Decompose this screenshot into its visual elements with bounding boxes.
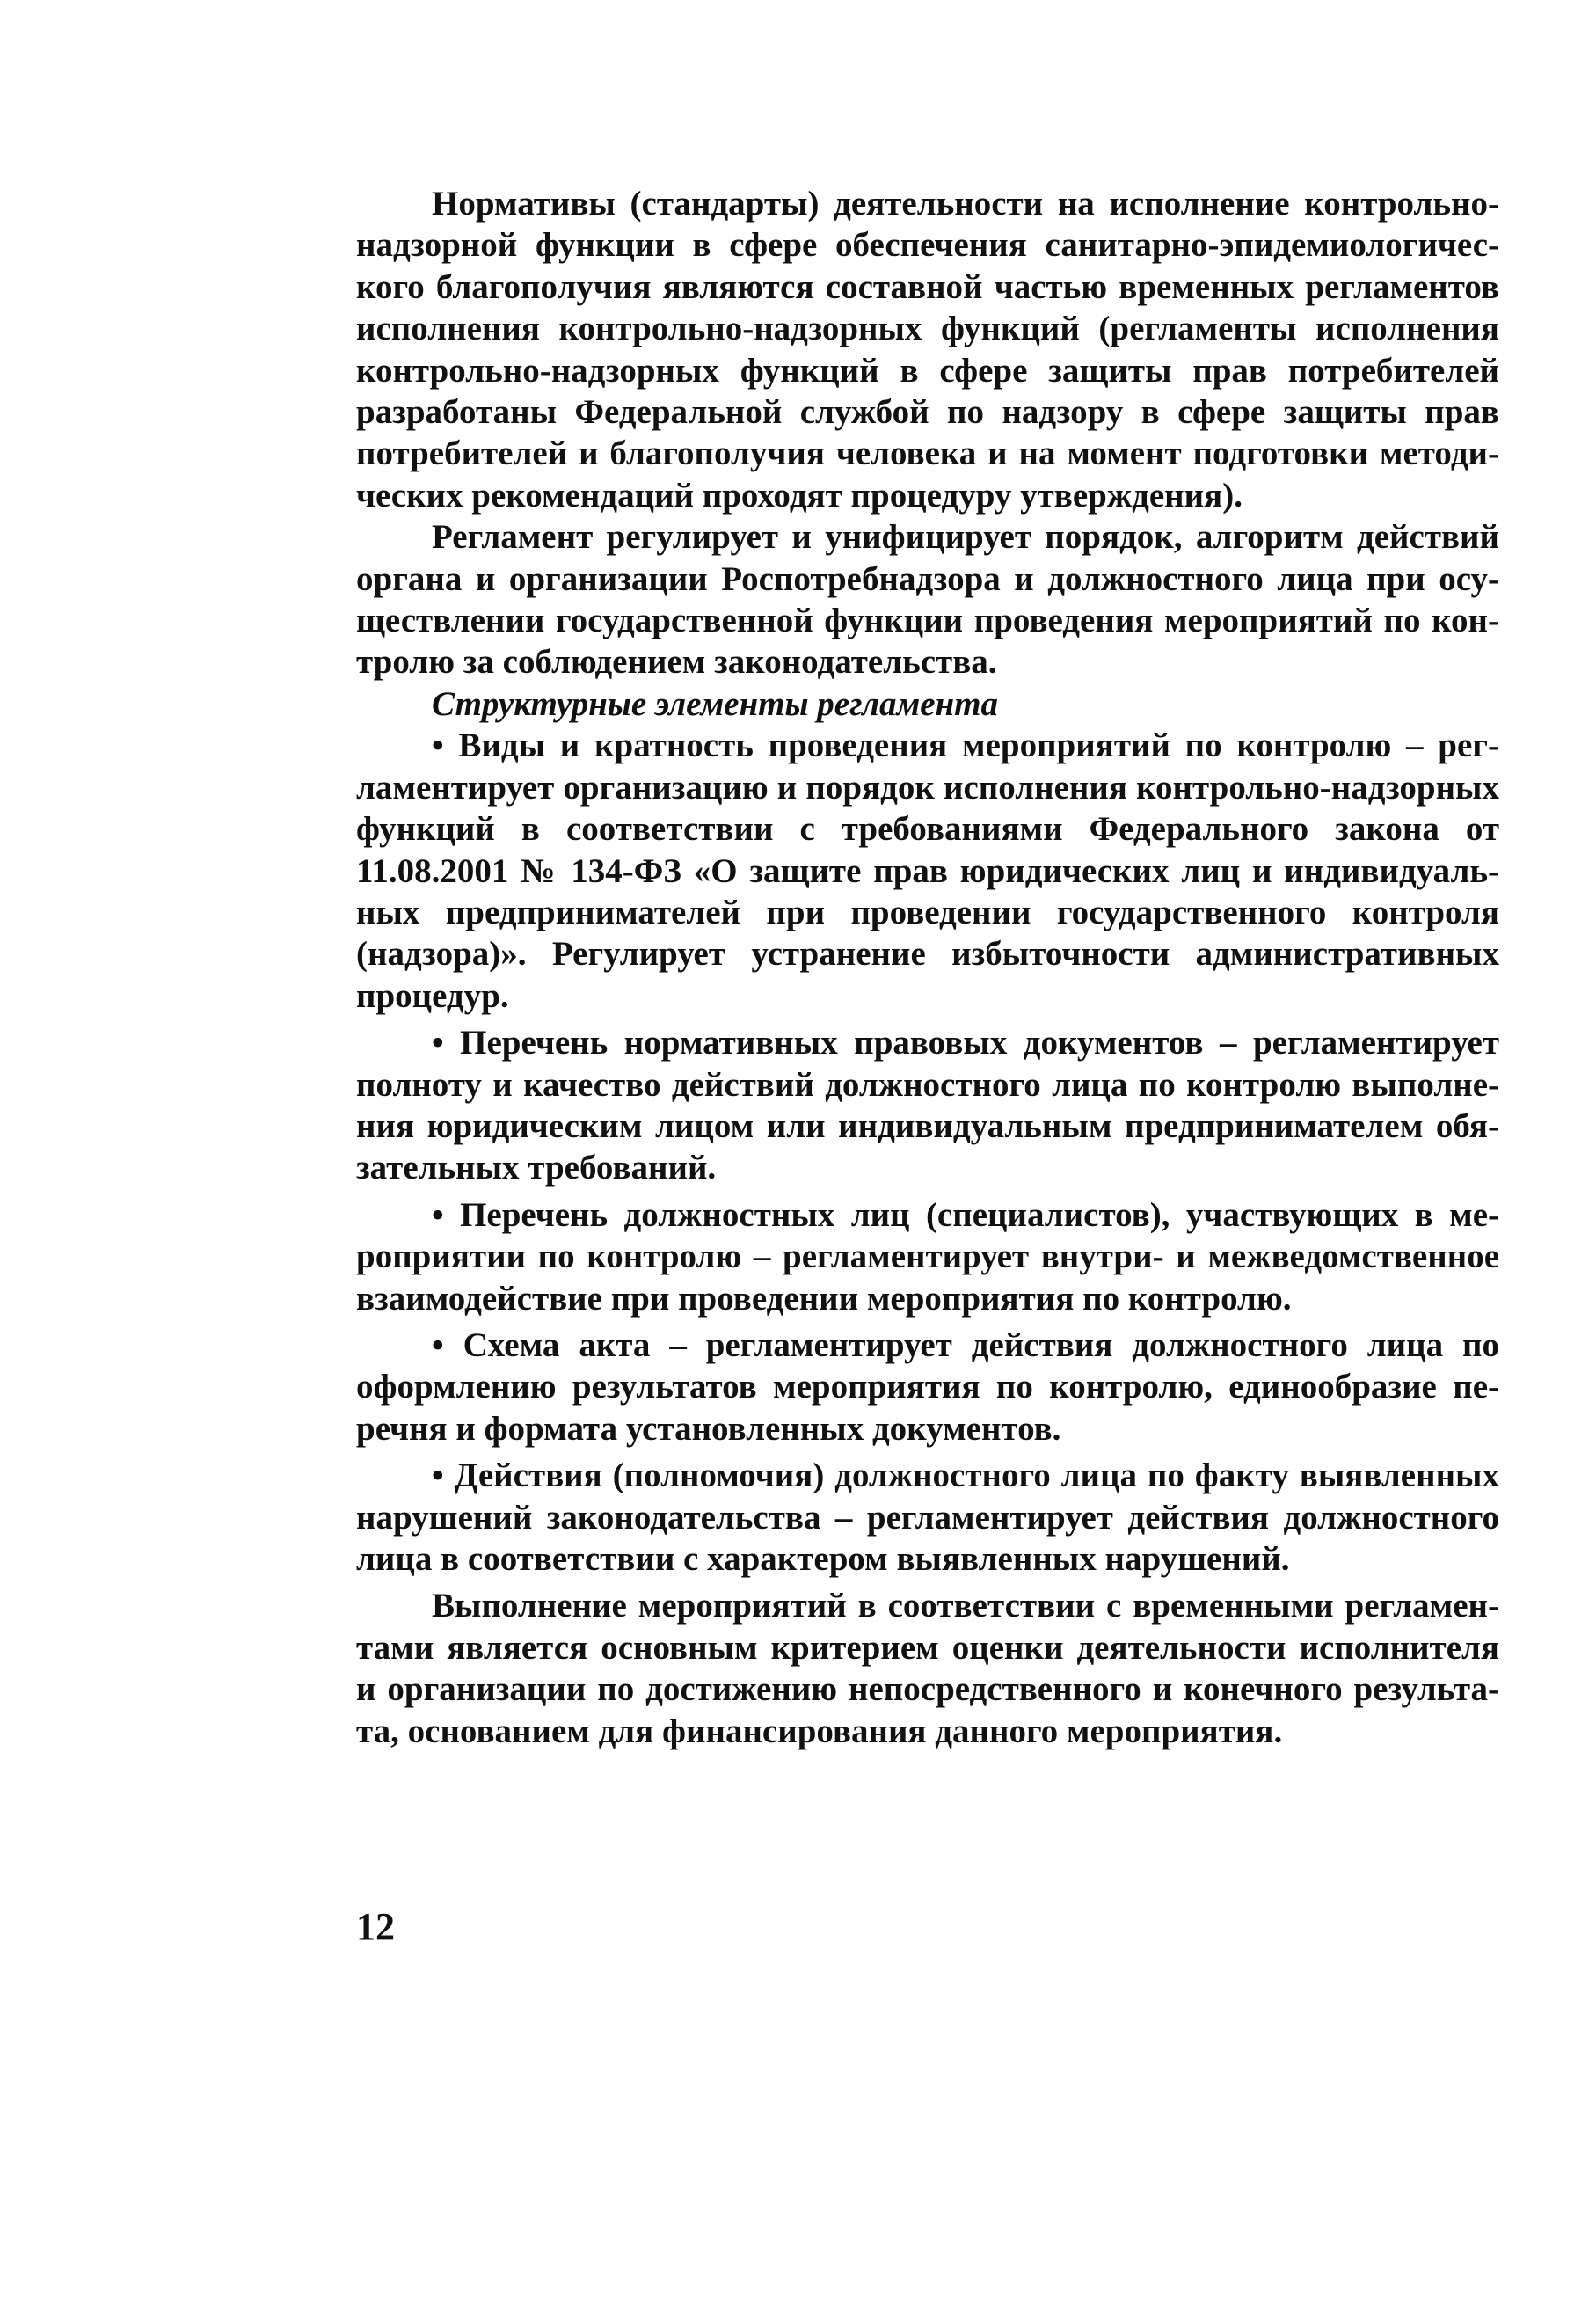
bullet-item-official-actions: • Действия (полномочия) должностного лица по факту выявленных нарушений законодательства – регламентирует действия должностного лица в соответствии с характером выявленных нарушений. xyxy=(356,1457,1499,1578)
page-number: 12 xyxy=(356,1905,395,1948)
document-body xyxy=(356,183,1499,1752)
bullet-item-types-frequency: • Виды и кратность проведения мероприятий по контролю – рег-ламентирует организацию и порядок исполнения контрольно-надзорных функций в соответствии с требованиями Федерального закона от 11.08.2001 № 134-ФЗ «О защите прав юридических лиц и индивидуаль-ных предпринимателей при проведении государственного контроля (надзора)». Регулирует устранение избыточности административных процедур. xyxy=(356,727,1499,1015)
paragraph-regulation: Регламент регулирует и унифицирует порядок, алгоритм действий органа и организации Роспотребнадзора и должностного лица при осу-ществлении государственной функции проведения мероприятий по кон-тролю за соблюдением законодательства. xyxy=(356,518,1499,682)
paragraph-standards: Нормативы (стандарты) деятельности на исполнение контрольно-надзорной функции в сфере обеспечения санитарно-эпидемиологичес-кого благополучия являются составной частью временных регламентов исполнения контрольно-надзорных функций (регламенты исполнения контрольно-надзорных функций в сфере защиты прав потребителей разработаны Федеральной службой по надзору в сфере защиты прав потребителей и благополучия человека и на момент подготовки методи-ческих рекомендаций проходят процедуру утверждения). xyxy=(356,185,1499,515)
section-heading-structural-elements: Структурные элементы регламента xyxy=(432,684,998,723)
paragraph-conclusion: Выполнение мероприятий в соответствии с временными регламен-тами является основным критерием оценки деятельности исполнителя и организации по достижению непосредственного и конечного результа-та, основанием для финансирования данного мероприятия. xyxy=(356,1587,1499,1750)
bullet-item-act-scheme: • Схема акта – регламентирует действия должностного лица по оформлению результатов мероприятия по контролю, единообразие пе-речня и формата установленных документов. xyxy=(356,1325,1499,1448)
bullet-item-legal-documents: • Перечень нормативных правовых документов – регламентирует полноту и качество действий должностного лица по контролю выполне-ния юридическим лицом или индивидуальным предпринимателем обя-зательных требований. xyxy=(356,1024,1499,1187)
bullet-item-officials-list: • Перечень должностных лиц (специалистов), участвующих в ме-роприятии по контролю – регламентирует внутри- и межведомственное взаимодействие при проведении мероприятия по контролю. xyxy=(356,1195,1499,1318)
